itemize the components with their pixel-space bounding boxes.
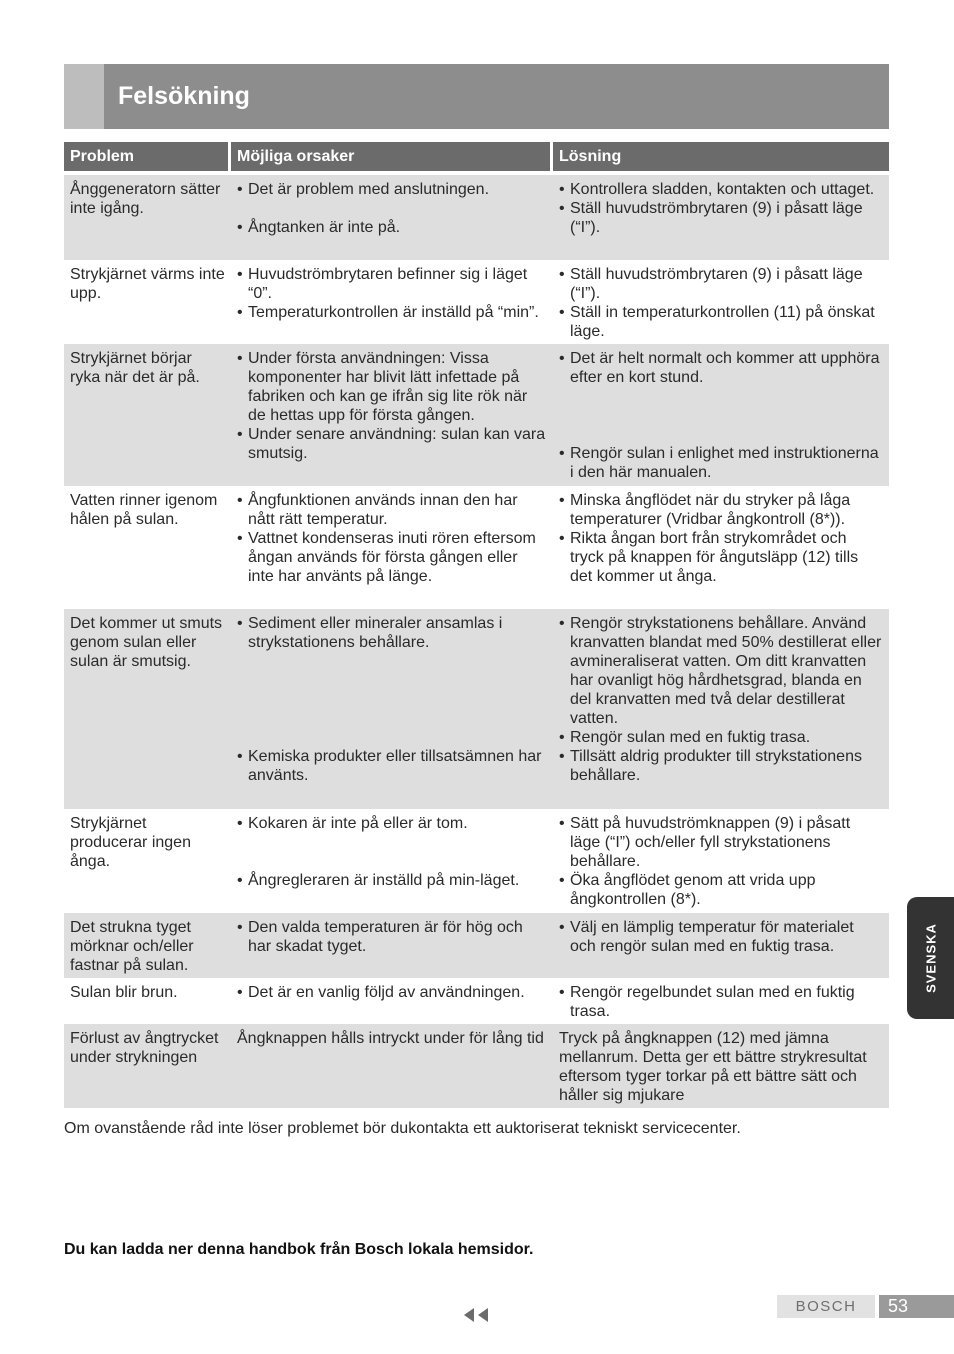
problem-cell: Det strukna tyget mörknar och/eller fastnar på sulan. (64, 913, 231, 978)
cause-item: • Vattnet kondenseras inuti rören eftersom ångan används för första gången eller inte har använts på länge. (237, 529, 547, 586)
solution-cell (553, 175, 889, 260)
problem-cell: Förlust av ångtrycket under strykningen (64, 1024, 231, 1108)
solution-item: • Kontrollera sladden, kontakten och uttaget. (559, 180, 883, 199)
causes-cell (231, 486, 553, 609)
cause-item: • Det är en vanlig följd av användningen. (237, 983, 547, 1002)
cause-item: • Ångtanken är inte på. (237, 218, 547, 237)
table-row (64, 1024, 889, 1108)
solution-item: • Ställ huvudströmbrytaren (9) i påsatt läge (“I”). (559, 199, 883, 237)
column-header-causes: Möjliga orsaker (231, 142, 553, 175)
download-note: Du kan ladda ner denna handbok från Bosch lokala hemsidor. (64, 1241, 534, 1258)
table-row (64, 486, 889, 609)
cause-item: • Kemiska produkter eller tillsatsämnen har använts. (237, 747, 547, 785)
causes-cell (231, 609, 553, 809)
cause-item: • Under första användningen: Vissa komponenter har blivit lätt infettade på fabriken och kan ge ifrån sig lite rök när de hettas upp för första gången. (237, 349, 547, 425)
cause-item: • Under senare användning: sulan kan vara smutsig. (237, 425, 547, 463)
causes-cell (231, 175, 553, 260)
column-header-problem: Problem (64, 142, 231, 175)
table-row (64, 260, 889, 344)
solution-item: • Tillsätt aldrig produkter till strykstationens behållare. (559, 747, 883, 785)
page-number: 53 (879, 1295, 954, 1318)
solution-item: • Rengör sulan i enlighet med instruktionerna i den här manualen. (559, 444, 883, 482)
solution-cell (553, 486, 889, 609)
solution-cell (553, 978, 889, 1024)
header-accent-tab (64, 64, 104, 129)
solution-item: • Ställ in temperaturkontrollen (11) på önskat läge. (559, 303, 883, 341)
cause-item: • Sediment eller mineraler ansamlas i strykstationens behållare. (237, 614, 547, 652)
causes-cell (231, 260, 553, 344)
problem-cell: Det kommer ut smuts genom sulan eller sulan är smutsig. (64, 609, 231, 809)
table-row (64, 609, 889, 809)
brand-label: BOSCH (777, 1295, 875, 1318)
solution-item: • Rengör sulan med en fuktig trasa. (559, 728, 883, 747)
causes-cell (231, 978, 553, 1024)
section-header (64, 64, 889, 129)
cause-item: • Huvudströmbrytaren befinner sig i läget “0”. (237, 265, 547, 303)
cause-item: • Temperaturkontrollen är inställd på “min”. (237, 303, 547, 322)
solution-item: • Sätt på huvudströmknappen (9) i påsatt läge (“I”) och/eller fyll strykstationens behållare. (559, 814, 883, 871)
solution-item: • Öka ångflödet genom att vrida upp ångkontrollen (8*). (559, 871, 883, 909)
table-row (64, 344, 889, 486)
problem-cell: Strykjärnet värms inte upp. (70, 266, 225, 302)
problem-cell: Sulan blir brun. (70, 984, 178, 1001)
table-row (64, 175, 889, 260)
solution-item: • Minska ångflödet när du stryker på låga temperaturer (Vridbar ångkontroll (8*)). (559, 491, 883, 529)
solution-cell: Tryck på ångknappen (12) med jämna mellanrum. Detta ger ett bättre strykresultat eftersom tyger torkar på ett bättre sätt och håller sig mjukare (553, 1024, 889, 1108)
causes-cell (231, 344, 553, 486)
solution-cell (553, 809, 889, 913)
solution-item: • Rikta ångan bort från strykområdet och tryck på knappen för ångutsläpp (12) tills det kommer ut ånga. (559, 529, 883, 586)
back-arrows-icon[interactable] (462, 1306, 492, 1324)
page-title: Felsökning (118, 82, 250, 110)
problem-cell: Strykjärnet börjar ryka när det är på. (64, 344, 231, 486)
cause-item: • Ångfunktionen används innan den har nått rätt temperatur. (237, 491, 547, 529)
solution-cell (553, 344, 889, 486)
problem-cell: Vatten rinner igenom hålen på sulan. (70, 492, 218, 528)
language-label: SVENSKA (923, 923, 938, 993)
causes-cell: Ångknappen hålls intryckt under för lång tid (231, 1024, 553, 1108)
problem-cell: Ånggeneratorn sätter inte igång. (64, 175, 231, 260)
language-side-tab (907, 897, 954, 1019)
table-row (64, 978, 889, 1024)
cause-item: • Kokaren är inte på eller är tom. (237, 814, 547, 833)
cause-item: • Det är problem med anslutningen. (237, 180, 547, 199)
table-row (64, 809, 889, 913)
solution-cell (553, 260, 889, 344)
cause-item: • Ångregleraren är inställd på min-läget. (237, 871, 547, 890)
solution-cell (553, 913, 889, 978)
troubleshooting-table (64, 142, 889, 1108)
solution-item: • Ställ huvudströmbrytaren (9) i påsatt läge (“I”). (559, 265, 883, 303)
cause-item: • Den valda temperaturen är för hög och har skadat tyget. (237, 918, 547, 956)
table-row (64, 913, 889, 978)
causes-cell (231, 809, 553, 913)
problem-cell: Strykjärnet producerar ingen ånga. (70, 815, 191, 870)
causes-cell (231, 913, 553, 978)
column-header-solution: Lösning (553, 142, 889, 175)
solution-item: • Det är helt normalt och kommer att upphöra efter en kort stund. (559, 349, 883, 387)
service-center-note: Om ovanstående råd inte löser problemet bör dukontakta ett auktoriserat tekniskt servicecenter. (64, 1120, 741, 1137)
solution-item: • Rengör strykstationens behållare. Använd kranvatten blandat med 50% destillerat eller avmineraliserat vatten. Om ditt kranvatten har ovanligt hög hårdhetsgrad, blanda en del kranvatten med två delar destillerat vatten. (559, 614, 883, 728)
solution-item: • Rengör regelbundet sulan med en fuktig trasa. (559, 983, 883, 1021)
solution-item: • Välj en lämplig temperatur för materialet och rengör sulan med en fuktig trasa. (559, 918, 883, 956)
solution-cell (553, 609, 889, 809)
table-header-row (64, 142, 889, 175)
